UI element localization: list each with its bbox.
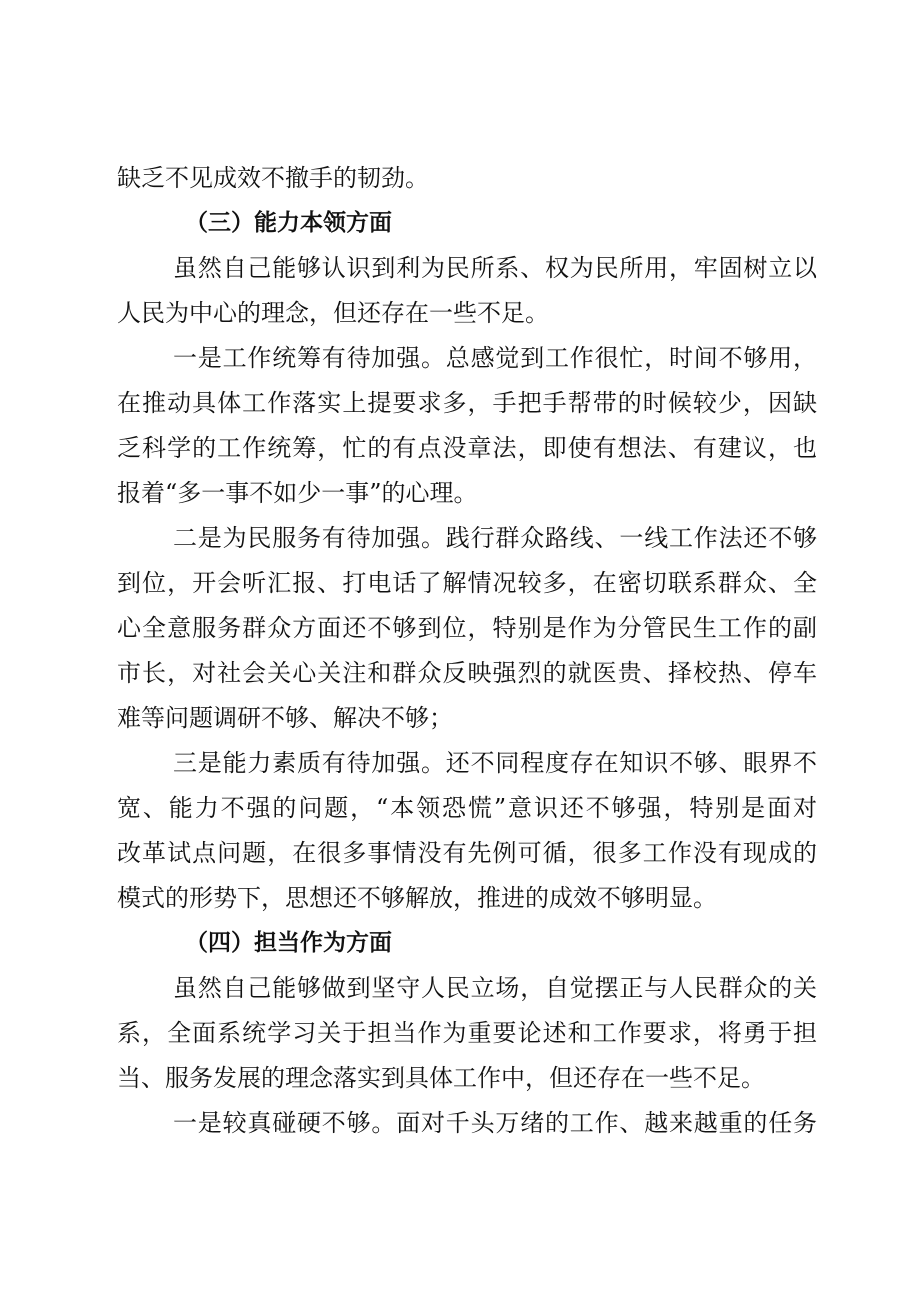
paragraph-line: 虽然自己能够做到坚守人民立场，自觉摆正与人民群众的关 bbox=[173, 974, 817, 1002]
paragraph-line: 虽然自己能够认识到利为民所系、权为民所用，牢固树立以 bbox=[173, 254, 817, 282]
document-body bbox=[117, 156, 817, 1146]
section-heading: （三）能力本领方面 bbox=[185, 210, 392, 236]
paragraph-line: 当、服务发展的理念落实到具体工作中，但还存在一些不足。 bbox=[117, 1064, 765, 1092]
paragraph-line: 三是能力素质有待加强。还不同程度存在知识不够、眼界不 bbox=[173, 749, 817, 777]
paragraph-line: 在推动具体工作落实上提要求多，手把手帮带的时候较少，因缺 bbox=[117, 389, 817, 417]
paragraph-line: 心全意服务群众方面还不够到位，特别是作为分管民生工作的副 bbox=[117, 614, 817, 642]
paragraph-line: 难等问题调研不够、解决不够； bbox=[117, 704, 453, 732]
paragraph-line: 二是为民服务有待加强。践行群众路线、一线工作法还不够 bbox=[173, 524, 817, 552]
paragraph-line: 一是工作统筹有待加强。总感觉到工作很忙，时间不够用， bbox=[173, 344, 817, 372]
section-heading: （四）担当作为方面 bbox=[185, 930, 392, 956]
paragraph-line: 宽、能力不强的问题，“本领恐慌”意识还不够强，特别是面对 bbox=[117, 794, 817, 822]
paragraph-line: 市长，对社会关心关注和群众反映强烈的就医贵、择校热、停车 bbox=[117, 659, 817, 687]
paragraph-line: 改革试点问题，在很多事情没有先例可循，很多工作没有现成的 bbox=[117, 839, 817, 867]
paragraph-line: 到位，开会听汇报、打电话了解情况较多，在密切联系群众、全 bbox=[117, 569, 817, 597]
paragraph-line: 模式的形势下，思想还不够解放，推进的成效不够明显。 bbox=[117, 884, 717, 912]
paragraph-line: 缺乏不见成效不撤手的韧劲。 bbox=[117, 164, 429, 192]
paragraph-line: 报着“多一事不如少一事”的心理。 bbox=[117, 479, 478, 507]
paragraph-line: 一是较真碰硬不够。面对千头万绪的工作、越来越重的任务 bbox=[173, 1109, 817, 1137]
paragraph-line: 系，全面系统学习关于担当作为重要论述和工作要求，将勇于担 bbox=[117, 1019, 817, 1047]
paragraph-line: 人民为中心的理念，但还存在一些不足。 bbox=[117, 299, 549, 327]
paragraph-line: 乏科学的工作统筹，忙的有点没章法，即使有想法、有建议，也 bbox=[117, 434, 817, 462]
